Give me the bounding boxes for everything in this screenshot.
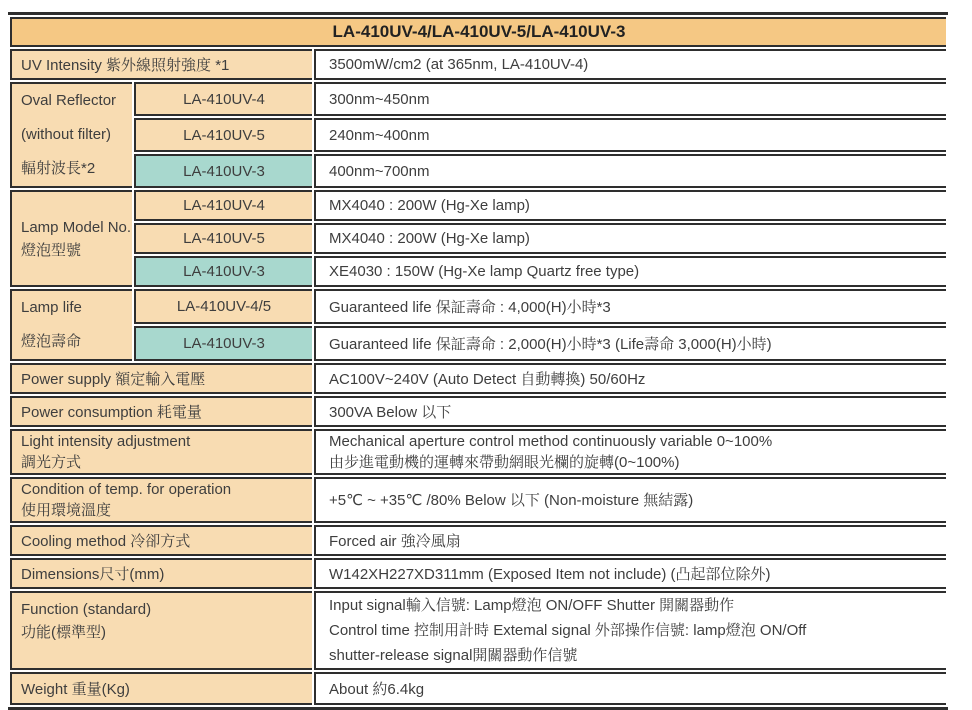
table-row-lamp-model-3 (10, 256, 946, 287)
table-row-title (10, 17, 946, 47)
spec-value-oval-uv3: 400nm~700nm (314, 154, 946, 188)
label-line: 功能(標準型) (21, 624, 106, 641)
model-cell-oval-uv5: LA-410UV-5 (134, 118, 312, 152)
page-title: LA-410UV-4/LA-410UV-5/LA-410UV-3 (10, 17, 946, 47)
label-line: Oval Reflector (21, 92, 117, 109)
spec-label-uv-intensity: UV Intensity 紫外線照射強度 *1 (10, 49, 312, 80)
spec-value-cooling: Forced air 強冷風扇 (314, 525, 946, 556)
spec-label-dimensions: Dimensions尺寸(mm) (10, 558, 312, 589)
spec-label-temp-condition (10, 477, 312, 523)
label-line: Light intensity adjustment (21, 433, 191, 450)
label-line: 燈泡壽命 (21, 333, 82, 350)
table-row-uv-intensity (10, 49, 946, 80)
spec-value-light-intensity (314, 429, 946, 475)
spec-value-oval-uv4: 300nm~450nm (314, 82, 946, 116)
label-line: 輻射波長*2 (21, 160, 96, 177)
spec-label-function (10, 591, 312, 670)
label-line: Function (standard) (21, 601, 152, 618)
spec-table (8, 15, 948, 707)
spec-label-power-supply: Power supply 額定輸入電壓 (10, 363, 312, 394)
model-cell-lamp-uv5: LA-410UV-5 (134, 223, 312, 254)
value-line: Control time 控制用計時 Extemal signal 外部操作信號: lamp燈泡 ON/Off (329, 622, 807, 639)
label-line: Lamp life (21, 299, 82, 316)
spec-value-power-supply: AC100V~240V (Auto Detect 自動轉換) 50/60Hz (314, 363, 946, 394)
table-row-oval-reflector-2 (10, 118, 946, 152)
spec-value-temp-condition: +5℃ ~ +35℃ /80% Below 以下 (Non-moisture 無結露) (314, 477, 946, 523)
spec-label-lamp-model (10, 190, 132, 287)
label-line: Lamp Model No. (21, 218, 132, 236)
table-row-power-consumption (10, 396, 946, 427)
spec-label-lamp-life (10, 289, 132, 361)
table-row-lamp-life-2 (10, 326, 946, 361)
spec-label-oval-reflector (10, 82, 132, 188)
value-line: Input signal輸入信號: Lamp燈泡 ON/OFF Shutter 開關器動作 (329, 597, 735, 614)
table-row-oval-reflector-1 (10, 82, 946, 116)
spec-value-uv-intensity: 3500mW/cm2 (at 365nm, LA-410UV-4) (314, 49, 946, 80)
model-cell-lamp-uv4: LA-410UV-4 (134, 190, 312, 221)
table-row-weight (10, 672, 946, 705)
value-line: Mechanical aperture control method continuously variable 0~100% (329, 433, 773, 450)
spec-label-cooling: Cooling method 冷卻方式 (10, 525, 312, 556)
spec-value-weight: About 約6.4kg (314, 672, 946, 705)
spec-value-dimensions: W142XH227XD311mm (Exposed Item not include) (凸起部位除外) (314, 558, 946, 589)
model-cell-life-uv45: LA-410UV-4/5 (134, 289, 312, 324)
spec-value-life-uv45: Guaranteed life 保証壽命 : 4,000(H)小時*3 (314, 289, 946, 324)
spec-value-lamp-uv5: MX4040 : 200W (Hg-Xe lamp) (314, 223, 946, 254)
label-line: Condition of temp. for operation (21, 481, 232, 498)
model-cell-life-uv3: LA-410UV-3 (134, 326, 312, 361)
spec-value-oval-uv5: 240nm~400nm (314, 118, 946, 152)
label-line: 燈泡型號 (21, 241, 82, 259)
label-line: 調光方式 (21, 454, 82, 471)
spec-value-life-uv3: Guaranteed life 保証壽命 : 2,000(H)小時*3 (Life壽命 3,000(H)小時) (314, 326, 946, 361)
table-row-oval-reflector-3 (10, 154, 946, 188)
table-row-lamp-model-2 (10, 223, 946, 254)
spec-value-lamp-uv3: XE4030 : 150W (Hg-Xe lamp Quartz free type) (314, 256, 946, 287)
table-row-power-supply (10, 363, 946, 394)
spec-label-weight: Weight 重量(Kg) (10, 672, 312, 705)
model-cell-lamp-uv3: LA-410UV-3 (134, 256, 312, 287)
table-row-dimensions (10, 558, 946, 589)
table-row-lamp-life-1 (10, 289, 946, 324)
spec-value-lamp-uv4: MX4040 : 200W (Hg-Xe lamp) (314, 190, 946, 221)
spec-label-power-consumption: Power consumption 耗電量 (10, 396, 312, 427)
spec-table-frame (8, 12, 948, 710)
table-row-function (10, 591, 946, 670)
label-line: (without filter) (21, 126, 112, 143)
model-cell-oval-uv4: LA-410UV-4 (134, 82, 312, 116)
table-row-temp-condition (10, 477, 946, 523)
table-row-light-intensity (10, 429, 946, 475)
spec-value-power-consumption: 300VA Below 以下 (314, 396, 946, 427)
value-line: shutter-release signal開關器動作信號 (329, 647, 578, 664)
spec-label-light-intensity (10, 429, 312, 475)
table-row-lamp-model-1 (10, 190, 946, 221)
spec-value-function (314, 591, 946, 670)
value-line: 由步進電動機的運轉來帶動網眼光欄的旋轉(0~100%) (329, 454, 680, 471)
label-line: 使用環境溫度 (21, 502, 112, 519)
table-row-cooling (10, 525, 946, 556)
model-cell-oval-uv3: LA-410UV-3 (134, 154, 312, 188)
